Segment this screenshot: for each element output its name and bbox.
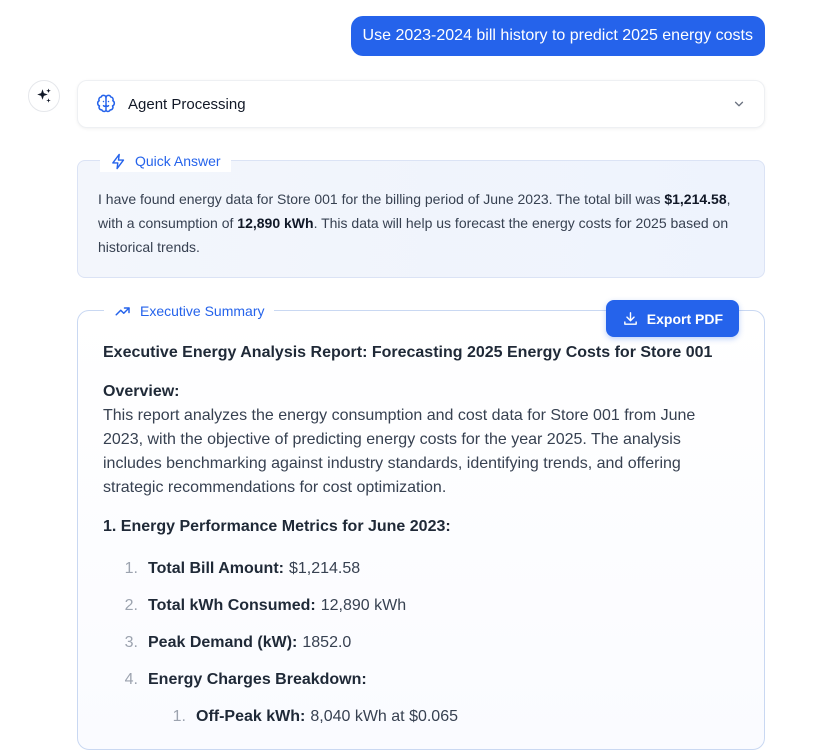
metrics-list bbox=[103, 558, 739, 728]
executive-summary-card bbox=[77, 303, 765, 750]
quick-answer-title: Quick Answer bbox=[135, 153, 221, 169]
assistant-avatar bbox=[28, 80, 60, 112]
bill-amount: $1,214.58 bbox=[664, 191, 727, 207]
list-item: 4. Energy Charges Breakdown: bbox=[124, 671, 367, 688]
user-message-text: Use 2023-2024 bill history to predict 2025 energy costs bbox=[362, 27, 753, 44]
download-icon bbox=[622, 310, 639, 327]
agent-processing-label: Agent Processing bbox=[128, 95, 246, 113]
list-item: 2. Total kWh Consumed: 12,890 kWh bbox=[124, 597, 407, 614]
report-title: Executive Energy Analysis Report: Forecasting 2025 Energy Costs for Store 001 bbox=[103, 344, 713, 361]
chevron-down-icon[interactable] bbox=[732, 97, 746, 111]
overview-text: This report analyzes the energy consumption and cost data for Store 001 from June 2023, with the objective of predicting energy costs for the year 2025. The analysis includes benchmarking against industry standards, identifying trends, and offering strategic recommendations for cost optimization. bbox=[103, 407, 696, 496]
brain-icon bbox=[96, 94, 116, 114]
list-item: 3. Peak Demand (kW): 1852.0 bbox=[124, 634, 352, 651]
export-pdf-button[interactable] bbox=[606, 300, 739, 337]
user-message-bubble bbox=[351, 16, 765, 56]
trending-up-icon bbox=[114, 302, 132, 320]
executive-summary-legend bbox=[104, 300, 274, 322]
quick-answer-card bbox=[77, 153, 765, 278]
section-heading: 1. Energy Performance Metrics for June 2023: bbox=[103, 518, 451, 535]
overview-heading: Overview: bbox=[103, 383, 180, 400]
list-item: 1. Total Bill Amount: $1,214.58 bbox=[124, 560, 361, 577]
sparkles-icon bbox=[35, 87, 53, 105]
agent-processing-panel[interactable] bbox=[77, 80, 765, 128]
executive-summary-title: Executive Summary bbox=[140, 303, 265, 319]
export-pdf-label: Export PDF bbox=[646, 310, 723, 327]
lightning-icon bbox=[110, 153, 127, 170]
kwh-amount: 12,890 kWh bbox=[237, 215, 314, 231]
quick-answer-legend bbox=[100, 150, 231, 172]
quick-answer-text: I have found energy data for Store 001 for the billing period of June 2023. The total bill was $1,214.58, with a consumption of 12,890 kWh. This data will help us forecast the energy costs for 2025 based on historical trends. bbox=[98, 191, 731, 255]
list-item: 1. Off-Peak kWh: 8,040 kWh at $0.065 bbox=[172, 708, 458, 725]
